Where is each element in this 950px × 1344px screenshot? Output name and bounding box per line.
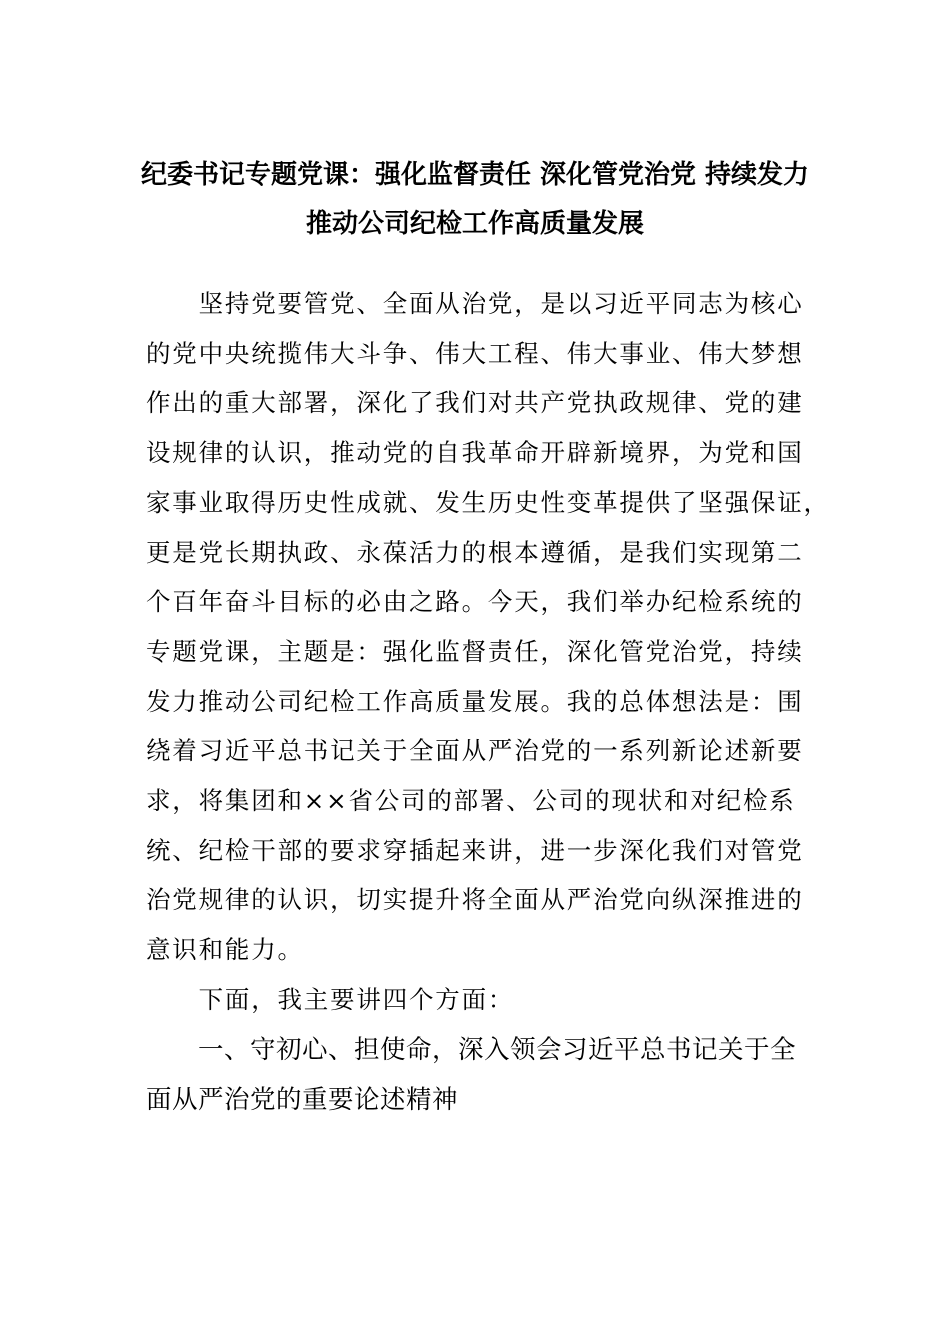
paragraph-line: 意识和能力。 [146, 935, 304, 964]
paragraph-line: 作出的重大部署，深化了我们对共产党执政规律、党的建 [146, 388, 804, 417]
paragraph-line: 设规律的认识，推动党的自我革命开辟新境界，为党和国 [146, 438, 804, 467]
paragraph-line: 治党规律的认识，切实提升将全面从严治党向纵深推进的 [146, 885, 804, 914]
paragraph-line: 个百年奋斗目标的必由之路。今天，我们举办纪检系统的 [146, 587, 804, 616]
paragraph-line: 发力推动公司纪检工作高质量发展。我的总体想法是：围 [146, 687, 804, 716]
paragraph-line: 家事业取得历史性成就、发生历史性变革提供了坚强保证， [146, 488, 830, 517]
document-title-line-1: 纪委书记专题党课：强化监督责任 深化管党治党 持续发力 [140, 160, 810, 190]
document-title-line-2: 推动公司纪检工作高质量发展 [305, 209, 644, 239]
section-heading-line-2: 面从严治党的重要论述精神 [146, 1085, 459, 1115]
paragraph-line: 更是党长期执政、永葆活力的根本遵循，是我们实现第二 [146, 538, 804, 567]
paragraph-line: 统、纪检干部的要求穿插起来讲，进一步深化我们对管党 [146, 836, 804, 865]
section-heading-line-1: 一、守初心、担使命，深入领会习近平总书记关于全 [146, 1035, 797, 1065]
paragraph-line: 的党中央统揽伟大斗争、伟大工程、伟大事业、伟大梦想 [146, 339, 804, 368]
paragraph-line: 求，将集团和××省公司的部署、公司的现状和对纪检系 [146, 786, 796, 815]
paragraph-line: 绕着习近平总书记关于全面从严治党的一系列新论述新要 [146, 736, 804, 765]
paragraph-line: 下面，我主要讲四个方面： [146, 985, 515, 1014]
paragraph-line: 坚持党要管党、全面从治党，是以习近平同志为核心 [146, 289, 804, 318]
paragraph-line: 专题党课，主题是：强化监督责任，深化管党治党，持续 [146, 637, 804, 666]
